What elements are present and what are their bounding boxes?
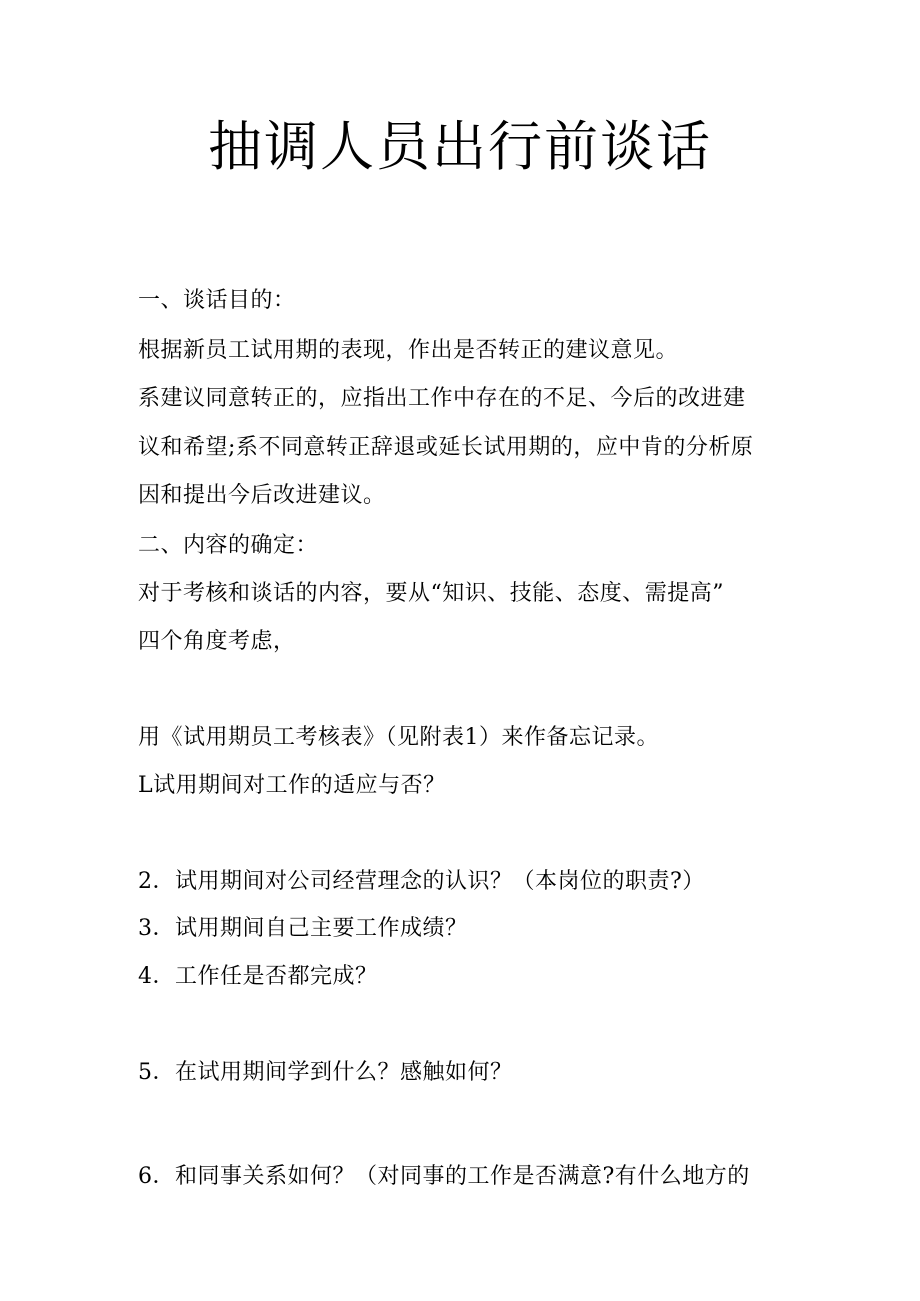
section-heading-purpose: 一、谈话目的： (138, 288, 296, 313)
paragraph-line: 系建议同意转正的，应指出工作中存在的不足、今后的改进建 (138, 386, 746, 411)
paragraph-line: 对于考核和谈话的内容，要从“知识、技能、态度、需提高” (138, 581, 724, 606)
list-item: 3．试用期间自己主要工作成绩？ (138, 916, 468, 941)
list-item: 5．在试用期间学到什么？感触如何？ (138, 1060, 513, 1085)
paragraph-line: 因和提出今后改进建议。 (138, 483, 386, 508)
section-heading-content: 二、内容的确定： (138, 533, 319, 558)
paragraph-line: 根据新员工试用期的表现，作出是否转正的建议意见。 (138, 338, 679, 363)
paragraph-line: 四个角度考虑， (138, 629, 296, 654)
list-item: 6．和同事关系如何？（对同事的工作是否满意?有什么地方的 (138, 1164, 750, 1189)
page-title: 抽调人员出行前谈话 (208, 115, 712, 178)
list-item: 2．试用期间对公司经营理念的认识？（本岗位的职责?） (138, 869, 705, 894)
paragraph-line: 用《试用期员工考核表》（见附表1）来作备忘记录。 (138, 725, 659, 750)
paragraph-line: 议和希望;系不同意转正辞退或延长试用期的，应中肯的分析原 (138, 435, 754, 460)
list-item: L试用期间对工作的适应与否？ (138, 773, 446, 798)
list-item: 4．工作任是否都完成？ (138, 964, 378, 989)
